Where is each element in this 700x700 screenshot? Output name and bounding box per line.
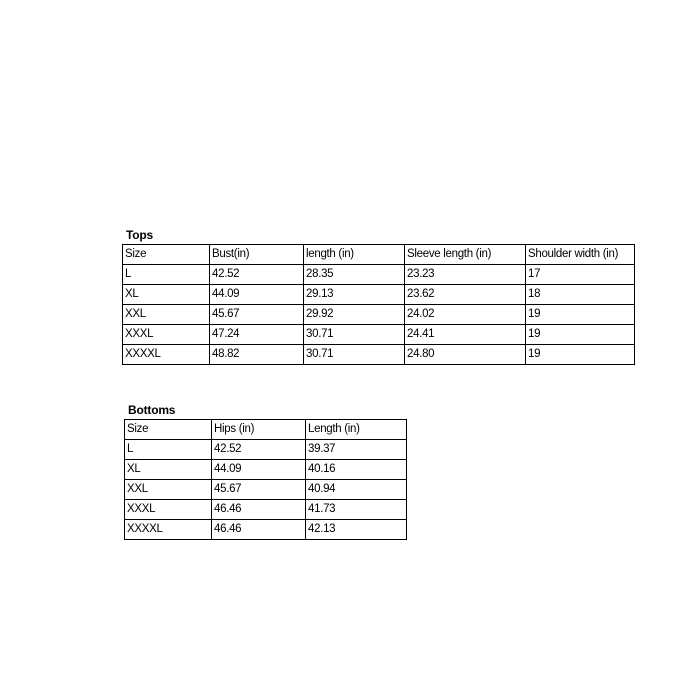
header-cell-length: length (in): [304, 245, 405, 265]
table-cell: 18: [526, 285, 635, 305]
table-cell: 45.67: [212, 480, 306, 500]
table-row: [123, 305, 635, 325]
table-row: [123, 345, 635, 365]
table-cell: L: [123, 265, 210, 285]
table-cell: 47.24: [210, 325, 304, 345]
table-row: [123, 265, 635, 285]
table-cell: 40.16: [306, 460, 407, 480]
table-row: [125, 480, 407, 500]
table-cell: XXL: [125, 480, 212, 500]
table-cell: 23.23: [405, 265, 526, 285]
table-cell: XL: [125, 460, 212, 480]
table-cell: 24.80: [405, 345, 526, 365]
bottoms-size-table: [124, 419, 407, 540]
header-cell-shoulder-width: Shoulder width (in): [526, 245, 635, 265]
table-cell: 41.73: [306, 500, 407, 520]
table-cell: 40.94: [306, 480, 407, 500]
table-row: [125, 520, 407, 540]
header-cell-size: Size: [123, 245, 210, 265]
tops-size-table: [122, 244, 635, 365]
table-cell: 42.13: [306, 520, 407, 540]
table-cell: 46.46: [212, 520, 306, 540]
table-cell: 29.13: [304, 285, 405, 305]
table-cell: XXXXL: [125, 520, 212, 540]
table-cell: 19: [526, 345, 635, 365]
table-row: [125, 460, 407, 480]
table-cell: 29.92: [304, 305, 405, 325]
table-cell: 44.09: [212, 460, 306, 480]
table-cell: XXXL: [125, 500, 212, 520]
table-cell: 30.71: [304, 325, 405, 345]
table-cell: L: [125, 440, 212, 460]
table-cell: XXL: [123, 305, 210, 325]
table-row: [125, 440, 407, 460]
table-cell: 24.02: [405, 305, 526, 325]
table-header-row: [123, 245, 635, 265]
table-cell: 24.41: [405, 325, 526, 345]
table-cell: 30.71: [304, 345, 405, 365]
tops-title: Tops: [126, 228, 153, 242]
header-cell-length: Length (in): [306, 420, 407, 440]
table-cell: 42.52: [210, 265, 304, 285]
table-cell: XL: [123, 285, 210, 305]
table-header-row: [125, 420, 407, 440]
table-cell: 39.37: [306, 440, 407, 460]
table-cell: 44.09: [210, 285, 304, 305]
table-cell: 17: [526, 265, 635, 285]
table-cell: XXXXL: [123, 345, 210, 365]
table-cell: 48.82: [210, 345, 304, 365]
header-cell-sleeve-length: Sleeve length (in): [405, 245, 526, 265]
table-cell: 42.52: [212, 440, 306, 460]
table-cell: 23.62: [405, 285, 526, 305]
table-cell: 28.35: [304, 265, 405, 285]
header-cell-size: Size: [125, 420, 212, 440]
table-row: [123, 325, 635, 345]
bottoms-title: Bottoms: [128, 403, 176, 417]
header-cell-bust: Bust(in): [210, 245, 304, 265]
header-cell-hips: Hips (in): [212, 420, 306, 440]
table-cell: 19: [526, 325, 635, 345]
table-cell: XXXL: [123, 325, 210, 345]
table-cell: 45.67: [210, 305, 304, 325]
table-row: [125, 500, 407, 520]
table-cell: 46.46: [212, 500, 306, 520]
table-row: [123, 285, 635, 305]
table-cell: 19: [526, 305, 635, 325]
